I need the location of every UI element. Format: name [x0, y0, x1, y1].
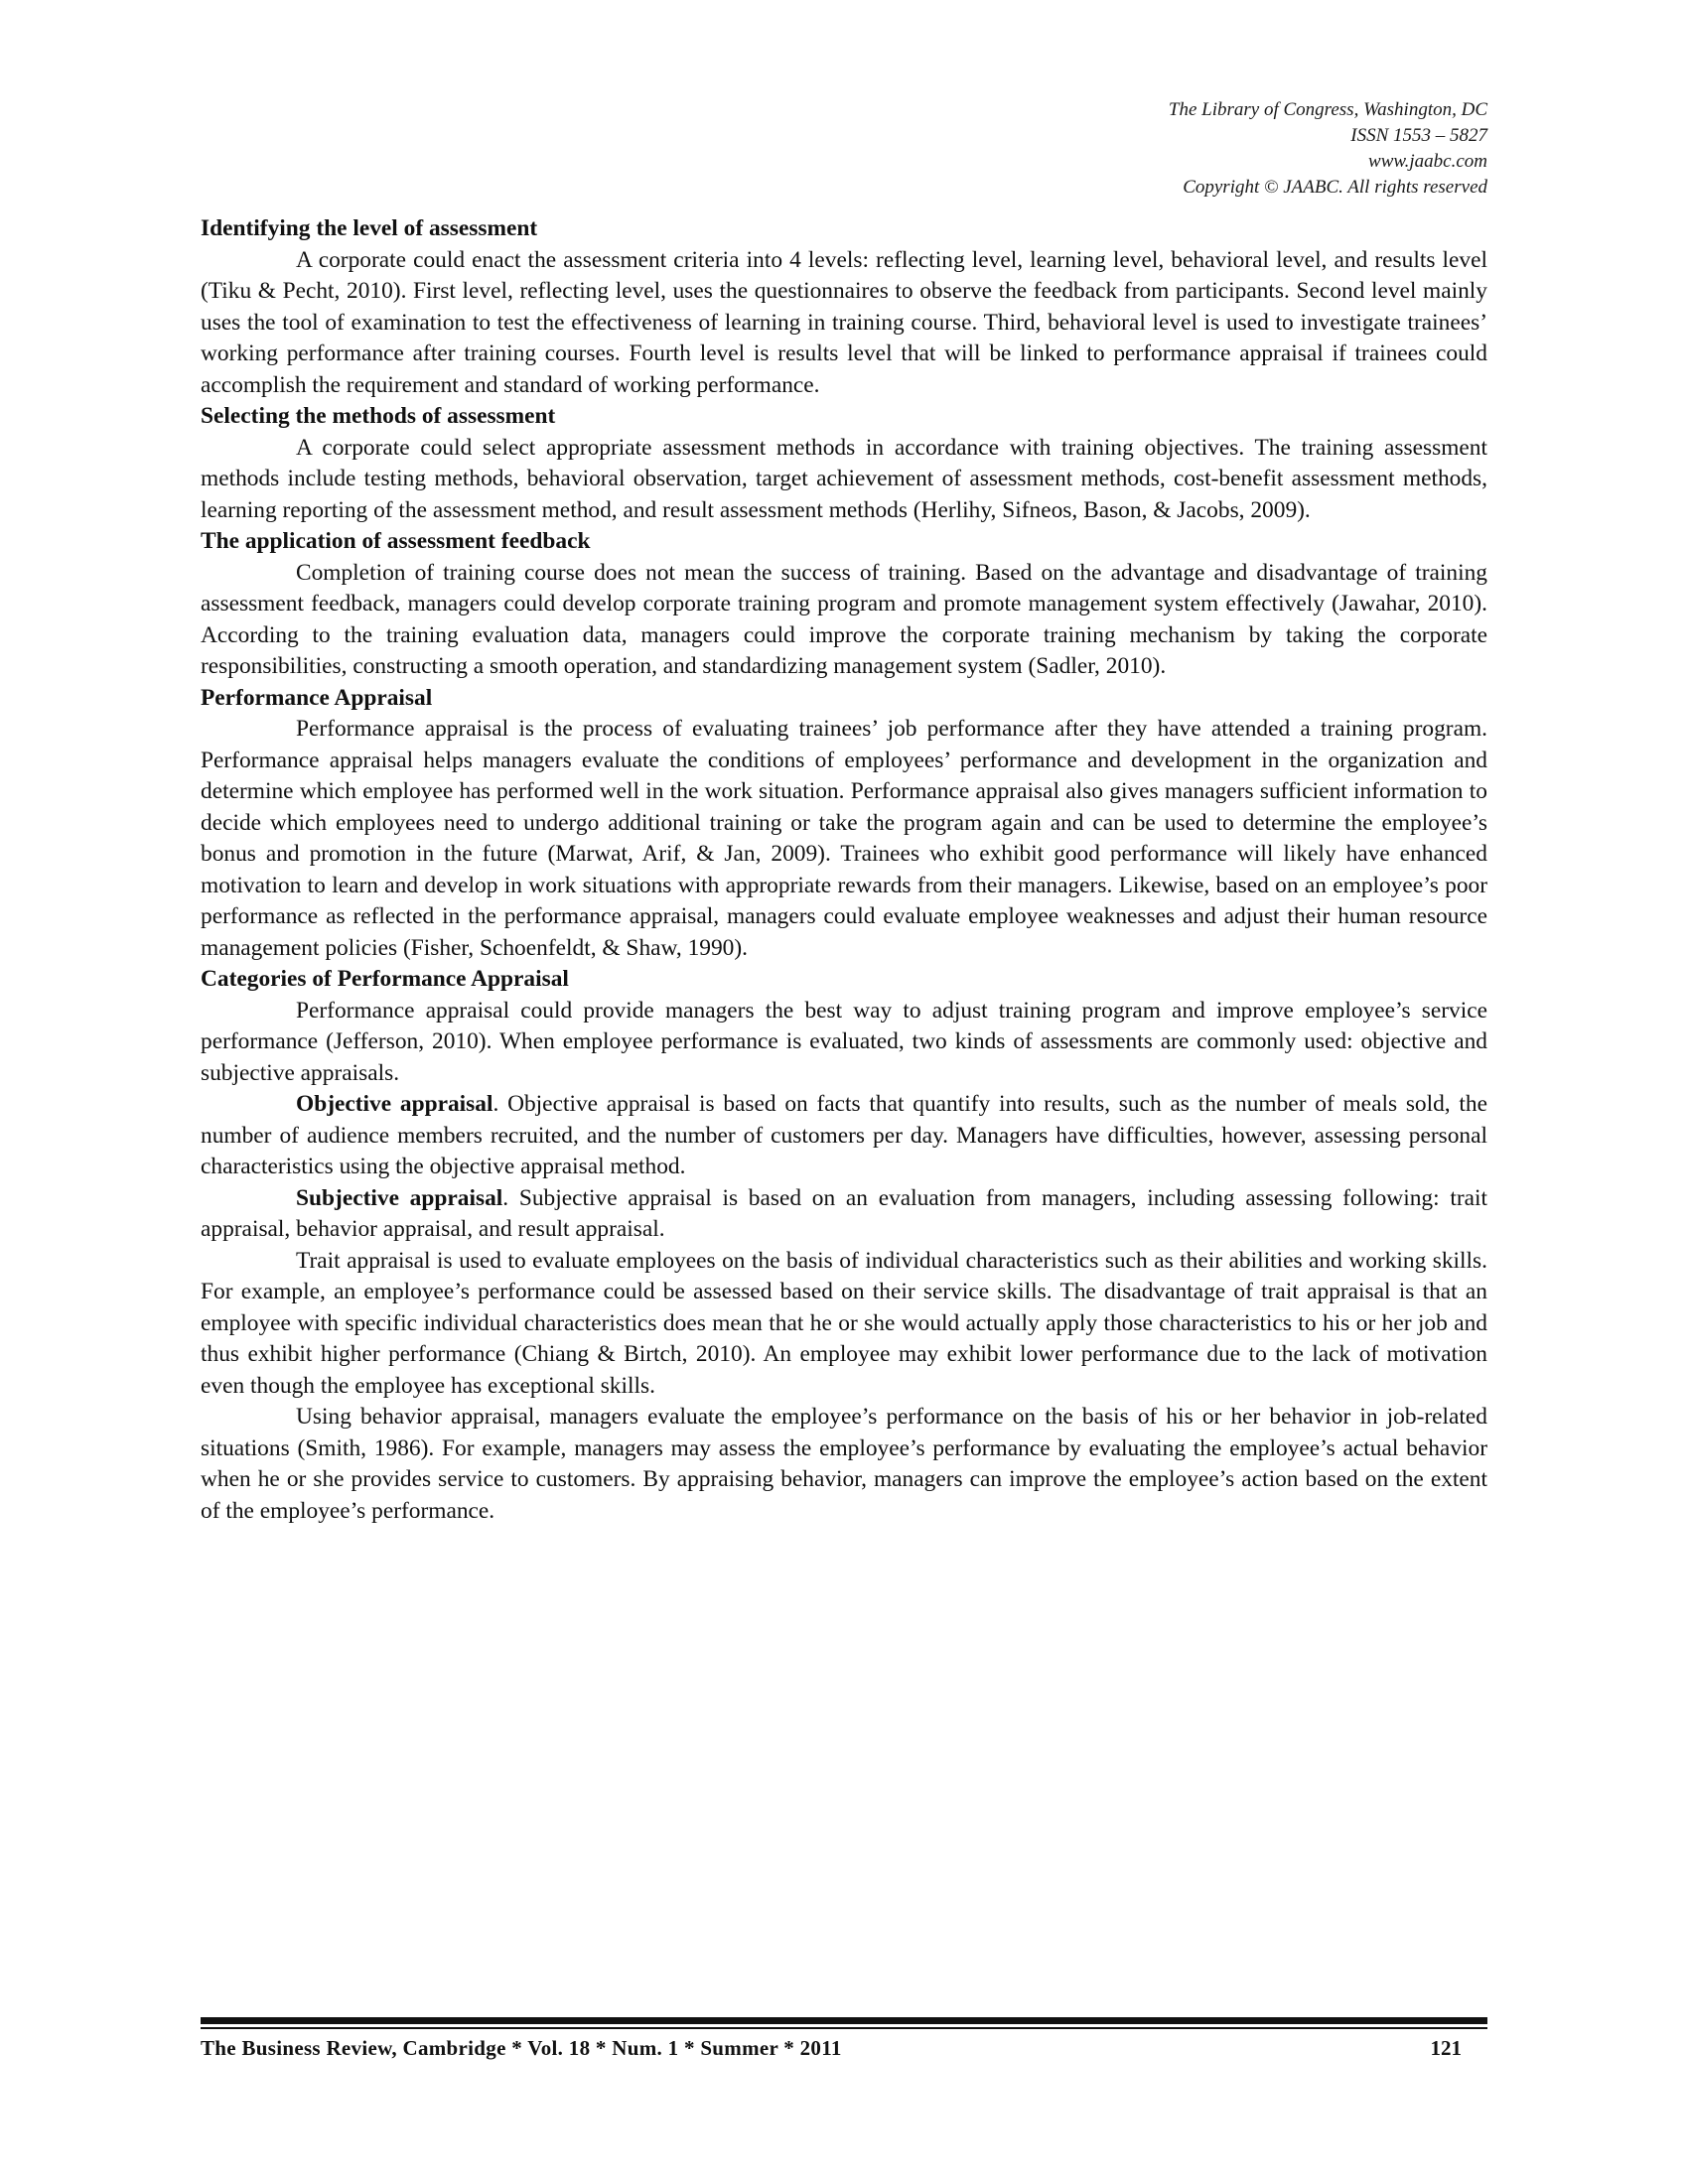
paragraph: Performance appraisal could provide managers the best way to adjust training program and improve employee’s service performance (Jefferson, 2010). When employee performance is evaluated, two kinds of assessments are commonly used: objective and subjective appraisals.	[201, 997, 1487, 1086]
objective-appraisal-text: . Objective appraisal is based on facts that quantify into results, such as the number of meals sold, the number of audience members recruited, and the number of customers per day. Managers have difficulties, however, assessing personal characteristics using the objective appraisal method.	[201, 1091, 1487, 1179]
page-number: 121	[1430, 2036, 1462, 2060]
masthead-line-2: ISSN 1553 – 5827	[1350, 125, 1487, 146]
paragraph-trait-appraisal: Trait appraisal is used to evaluate employees on the basis of individual characteristics such as their abilities and working skills. For example, an employee’s performance could be assessed based on their service skills. The disadvantage of trait appraisal is that an employee with specific individual characteristics does mean that he or she would actually apply those characteristics to his or her job and thus exhibit higher performance (Chiang & Birtch, 2010). An employee may exhibit lower performance due to the lack of motivation even though the employee has exceptional skills.	[201, 1247, 1487, 1399]
journal-citation: The Business Review, Cambridge * Vol. 18 * Num. 1 * Summer * 2011	[201, 2036, 842, 2060]
paragraph-objective-appraisal	[201, 1089, 1487, 1183]
term-objective-appraisal: Objective appraisal	[296, 1091, 493, 1117]
footer-rule-thin	[201, 2027, 1487, 2029]
section-heading-categories: Categories of Performance Appraisal	[201, 966, 569, 992]
masthead	[1169, 97, 1487, 201]
paragraph-behavior-appraisal: Using behavior appraisal, managers evaluate the employee’s performance on the basis of his or her behavior in job-related situations (Smith, 1986). For example, managers may assess the employee’s performance by evaluating the employee’s actual behavior when he or she provides service to customers. By appraising behavior, managers can improve the employee’s action based on the extent of the employee’s performance.	[201, 1404, 1487, 1524]
paragraph: Completion of training course does not mean the success of training. Based on the advantage and disadvantage of training assessment feedback, managers could develop corporate training program and promote management system effectively (Jawahar, 2010). According to the training evaluation data, managers could improve the corporate training mechanism by taking the corporate responsibilities, constructing a smooth operation, and standardizing management system (Sadler, 2010).	[201, 559, 1487, 679]
subjective-appraisal-text: . Subjective appraisal is based on an evaluation from managers, including assessing following: trait appraisal, behavior appraisal, and result appraisal.	[201, 1184, 1487, 1242]
masthead-line-1: The Library of Congress, Washington, DC	[1168, 99, 1487, 120]
section-heading-methods-of-assessment: Selecting the methods of assessment	[201, 403, 556, 429]
article-body	[201, 213, 1487, 1527]
term-subjective-appraisal: Subjective appraisal	[296, 1184, 503, 1211]
footer-rule-thick	[201, 2017, 1487, 2024]
section-heading-performance-appraisal: Performance Appraisal	[201, 684, 433, 711]
masthead-line-3: www.jaabc.com	[1368, 151, 1487, 172]
footer-rule	[201, 2017, 1487, 2029]
paragraph: A corporate could select appropriate assessment methods in accordance with training objectives. The training assessment methods include testing methods, behavioral observation, target achievement of assessment methods, cost-benefit assessment methods, learning reporting of the assessment method, and result assessment methods (Herlihy, Sifneos, Bason, & Jacobs, 2009).	[201, 434, 1487, 523]
paragraph-subjective-appraisal	[201, 1183, 1487, 1246]
section-heading-assessment-feedback: The application of assessment feedback	[201, 528, 591, 554]
section-heading-level-of-assessment: Identifying the level of assessment	[201, 215, 538, 241]
paragraph: Performance appraisal is the process of evaluating trainees’ job performance after they have attended a training program. Performance appraisal helps managers evaluate the conditions of employees’ performance and development in the organization and determine which employee has performed well in the work situation. Performance appraisal also gives managers sufficient information to decide which employees need to undergo additional training or take the program again and can be used to determine the employee’s bonus and promotion in the future (Marwat, Arif, & Jan, 2009). Trainees who exhibit good performance will likely have enhanced motivation to learn and develop in work situations with appropriate rewards from their managers. Likewise, based on an employee’s poor performance as reflected in the performance appraisal, managers could evaluate employee weaknesses and adjust their human resource management policies (Fisher, Schoenfeldt, & Shaw, 1990).	[201, 716, 1487, 961]
masthead-line-4: Copyright © JAABC. All rights reserved	[1183, 177, 1487, 198]
paragraph: A corporate could enact the assessment criteria into 4 levels: reflecting level, learning level, behavioral level, and results level (Tiku & Pecht, 2010). First level, reflecting level, uses the questionnaires to observe the feedback from participants. Second level mainly uses the tool of examination to test the effectiveness of learning in training course. Third, behavioral level is used to investigate trainees’ working performance after training courses. Fourth level is results level that will be linked to performance appraisal if trainees could accomplish the requirement and standard of working performance.	[201, 246, 1487, 398]
